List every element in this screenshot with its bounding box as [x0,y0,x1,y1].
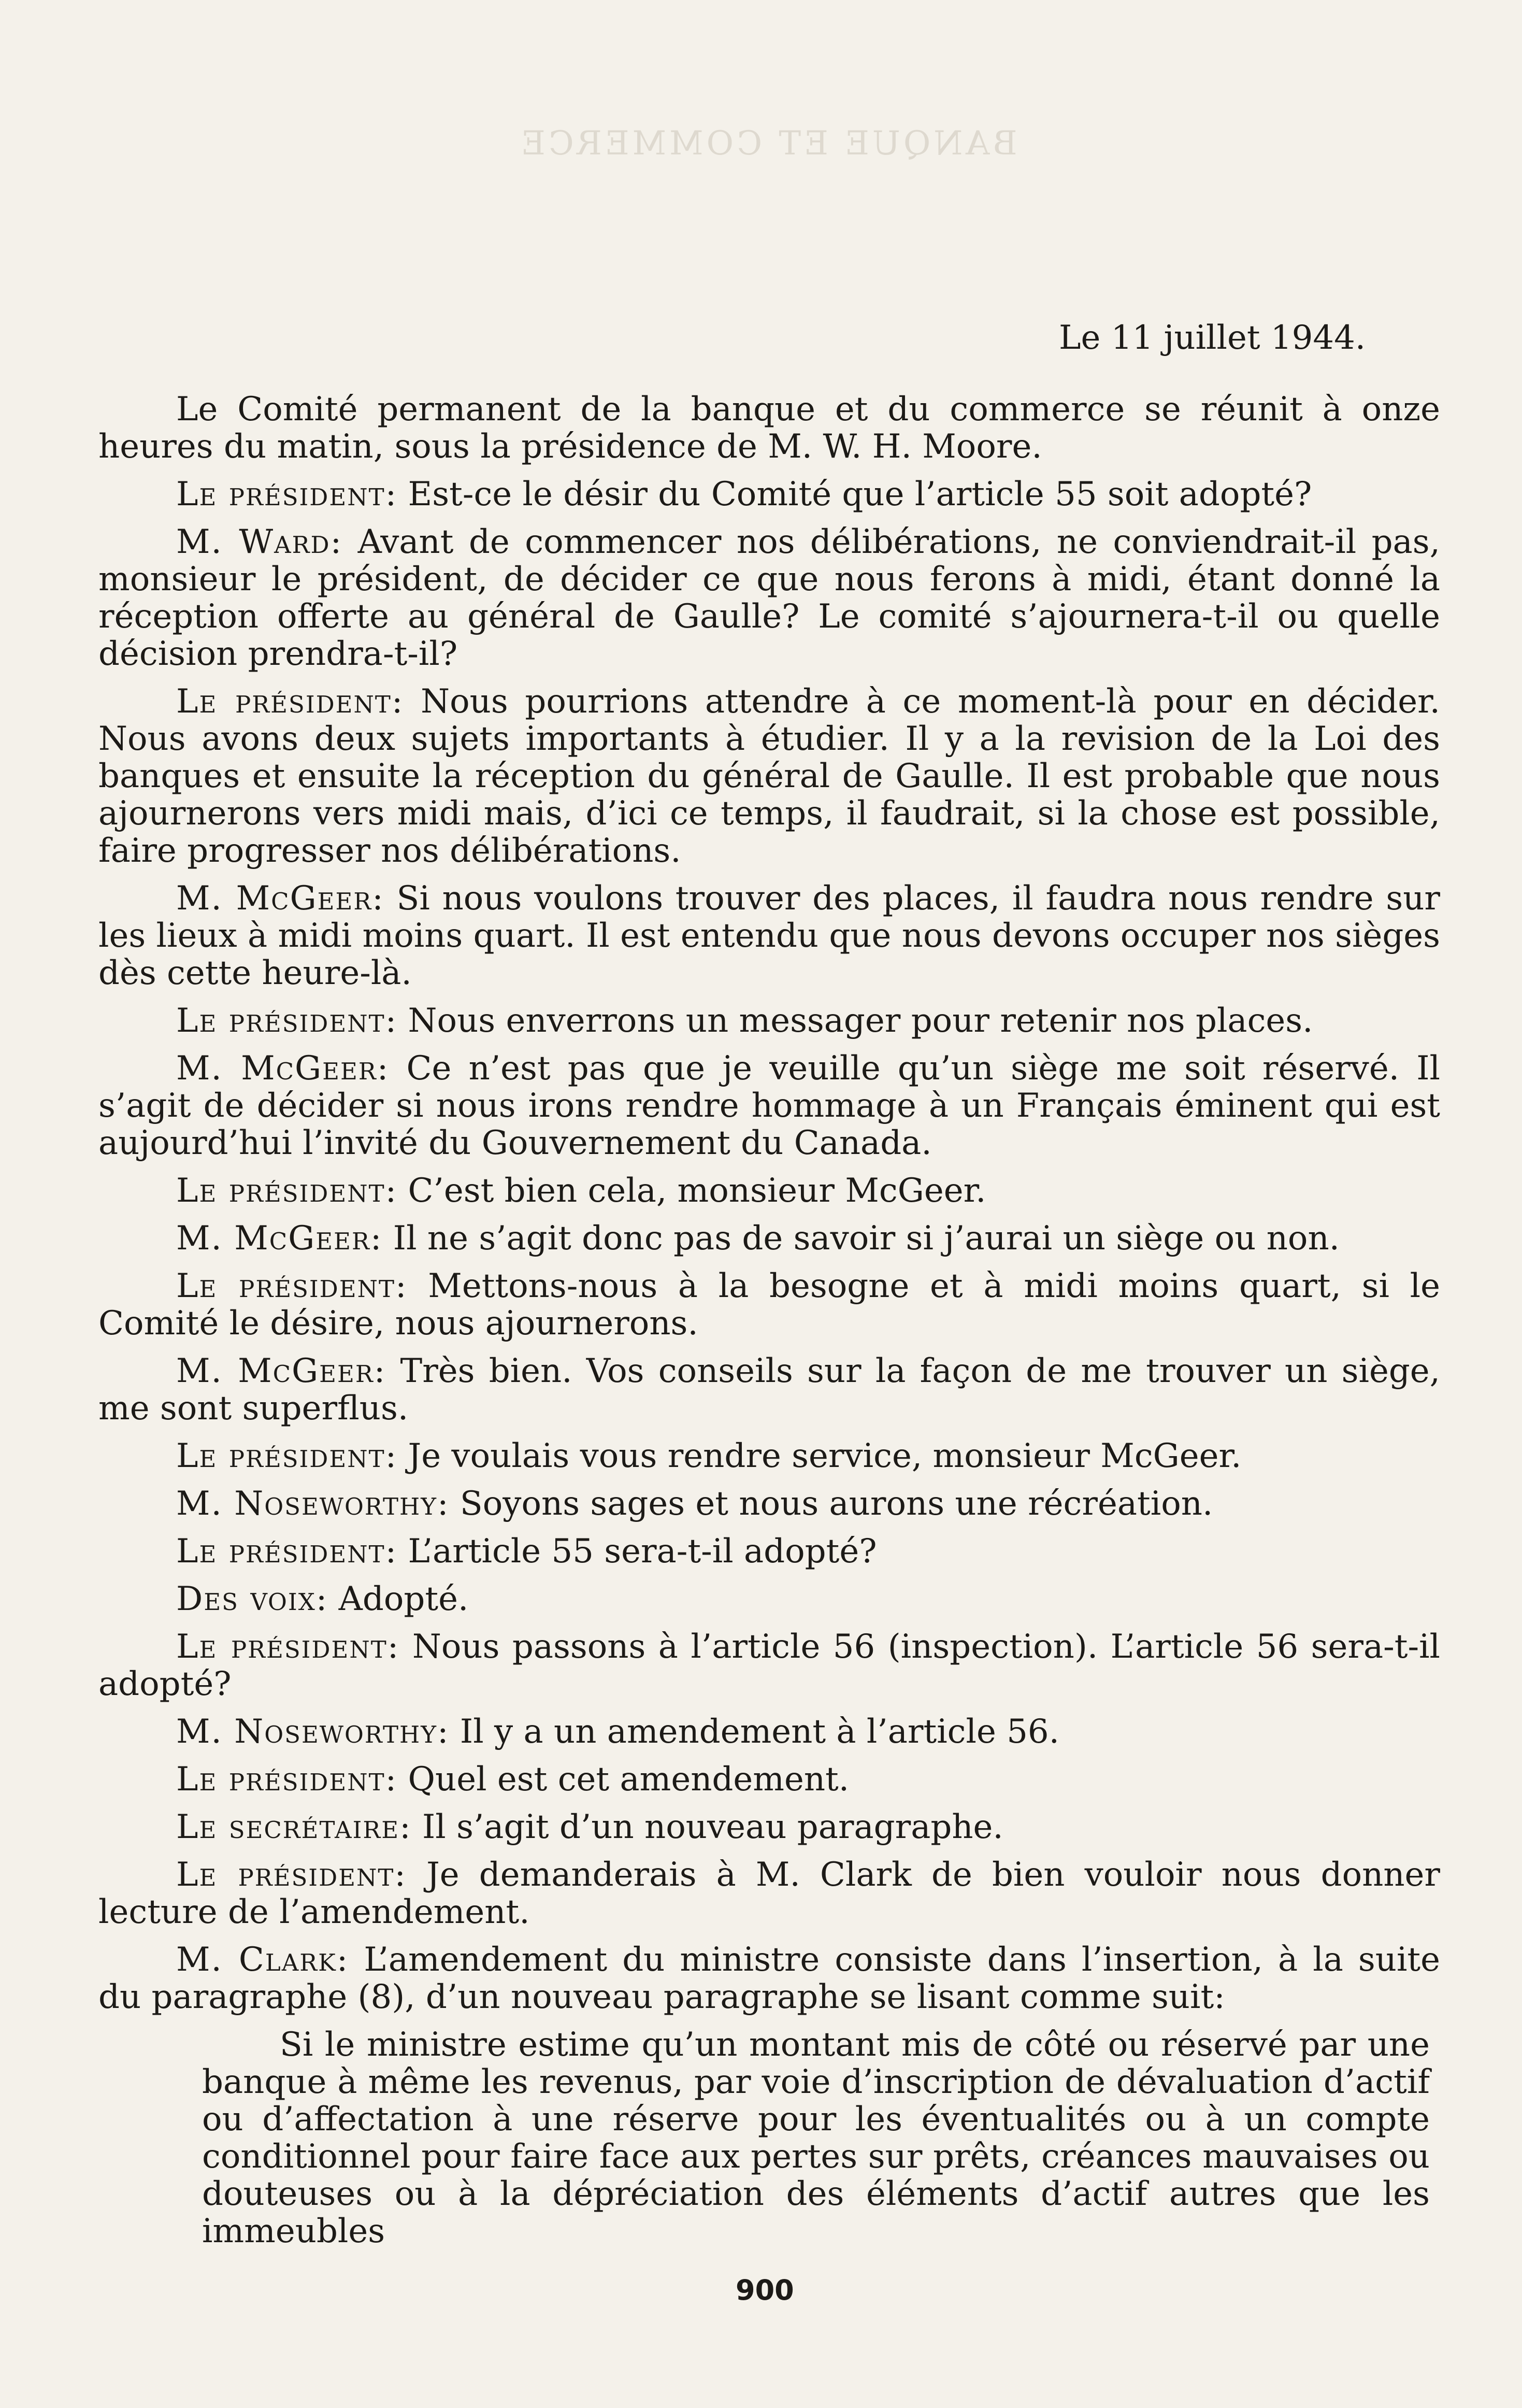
amendment-quote: Si le ministre estime qu’un montant mis de côté ou réservé par une banque à même les revenus, par voie d’inscription de dévaluation d’actif ou d’affectation à une réserve pour les éventualités ou à un compte conditionnel pour faire face aux pertes sur prêts, créances mauvaises ou douteuses ou à la dépréciation des éléments d’actif autres que les immeubles [202,2026,1430,2250]
paragraph [98,1002,1440,1039]
paragraph [98,1761,1440,1798]
speaker-label: M. McGeer: [176,1219,383,1258]
paragraph [98,1352,1440,1427]
paragraph-text: Nous passons à l’article 56 (inspection). L’article 56 sera-t-il adopté? [98,1628,1441,1703]
paragraph-text: L’amendement du ministre consiste dans l’insertion, à la suite du paragraphe (8), d’un nouveau paragraphe se lisant comme suit: [98,1941,1441,2016]
paragraph [98,1856,1440,1931]
paragraph [98,1437,1440,1475]
speaker-label: M. Clark: [176,1941,349,1979]
paragraph-text: Mettons-nous à la besogne et à midi moins quart, si le Comité le désire, nous ajournerons. [98,1267,1441,1343]
speaker-label: M. McGeer: [176,1049,390,1088]
speaker-label: Le président: [176,1628,400,1666]
bleed-through-header: BANQUE ET COMMERCE [518,124,1017,163]
paragraph [98,1267,1440,1342]
speaker-label: M. McGeer: [176,1352,386,1390]
paragraph [98,391,1440,465]
paragraph-text: L’article 55 sera-t-il adopté? [408,1532,877,1571]
page-number: 900 [736,2274,794,2306]
paragraph [98,683,1440,870]
paragraph [98,1220,1440,1257]
paragraph-text: Il s’agit d’un nouveau paragraphe. [422,1808,1003,1846]
paragraph [98,476,1440,513]
paragraph [98,1172,1440,1209]
paragraph-text: Est-ce le désir du Comité que l’article 55 soit adopté? [408,475,1312,514]
paragraph-text: Il ne s’agit donc pas de savoir si j’aurai un siège ou non. [393,1219,1340,1258]
speaker-label: M. Noseworthy: [176,1713,450,1751]
speaker-label: Le président: [176,1532,398,1571]
paragraph [98,1050,1440,1162]
paragraph-text: Le Comité permanent de la banque et du commerce se réunit à onze heures du matin, sous la présidence de M. W. H. Moore. [98,390,1440,466]
speaker-label: Le président: [176,1856,407,1894]
paragraph [98,1485,1440,1522]
paragraph [98,1580,1440,1618]
paragraph [98,1808,1440,1846]
speaker-label: M. Ward: [176,523,343,561]
paragraph-text: Ce n’est pas que je veuille qu’un siège me soit réservé. Il s’agit de décider si nous irons rendre hommage à un Français éminent qui est aujourd’hui l’invité du Gouvernement du Canada. [98,1049,1441,1162]
paragraph-text: Je demanderais à M. Clark de bien vouloir nous donner lecture de l’amendement. [98,1856,1441,1931]
paragraph-text: C’est bien cela, monsieur McGeer. [408,1172,986,1210]
paragraph-text: Avant de commencer nos délibérations, ne conviendrait-il pas, monsieur le président, de décider ce que nous ferons à midi, étant donné la réception offerte au général de Gaulle? Le comité s’ajournera-t-il ou quelle décision prendra-t-il? [98,523,1440,673]
speaker-label: Des voix: [176,1580,328,1618]
paragraph [98,880,1440,992]
paragraph [98,523,1440,673]
speaker-label: Le président: [176,1437,398,1475]
paragraph-text: Très bien. Vos conseils sur la façon de me trouver un siège, me sont superflus. [98,1352,1441,1428]
paragraph [98,1628,1440,1703]
paragraph-text: Si nous voulons trouver des places, il faudra nous rendre sur les lieux à midi moins quart. Il est entendu que nous devons occuper nos sièges dès cette heure-là. [98,879,1441,992]
paragraph-text: Quel est cet amendement. [408,1760,850,1799]
speaker-label: Le président: [176,1172,398,1210]
paragraph-text: Soyons sages et nous aurons une récréation. [460,1485,1213,1523]
speaker-label: Le président: [176,1760,398,1799]
speaker-label: Le président: [176,1002,398,1040]
paragraph [98,1941,1440,2016]
speaker-label: Le président: [176,475,398,514]
paragraph [98,1533,1440,1570]
paragraph-text: Il y a un amendement à l’article 56. [460,1713,1059,1751]
transcript-body [98,391,1440,2250]
paragraph [98,1713,1440,1750]
speaker-label: Le président: [176,682,404,721]
paragraph-text: Adopté. [338,1580,469,1618]
paragraph-text: Je voulais vous rendre service, monsieur McGeer. [408,1437,1242,1475]
speaker-label: Le secrétaire: [176,1808,412,1846]
paragraph-text: Nous enverrons un messager pour retenir nos places. [408,1002,1313,1040]
paragraph-text: Nous pourrions attendre à ce moment-là pour en décider. Nous avons deux sujets importants à étudier. Il y a la revision de la Loi des banques et ensuite la réception du général de Gaulle. Il est probable que nous ajournerons vers midi mais, d’ici ce temps, il faudrait, si la chose est possible, faire progresser nos délibérations. [98,682,1441,870]
session-date: Le 11 juillet 1944. [1059,319,1366,357]
speaker-label: Le président: [176,1267,408,1305]
speaker-label: M. McGeer: [176,879,384,918]
speaker-label: M. Noseworthy: [176,1485,450,1523]
